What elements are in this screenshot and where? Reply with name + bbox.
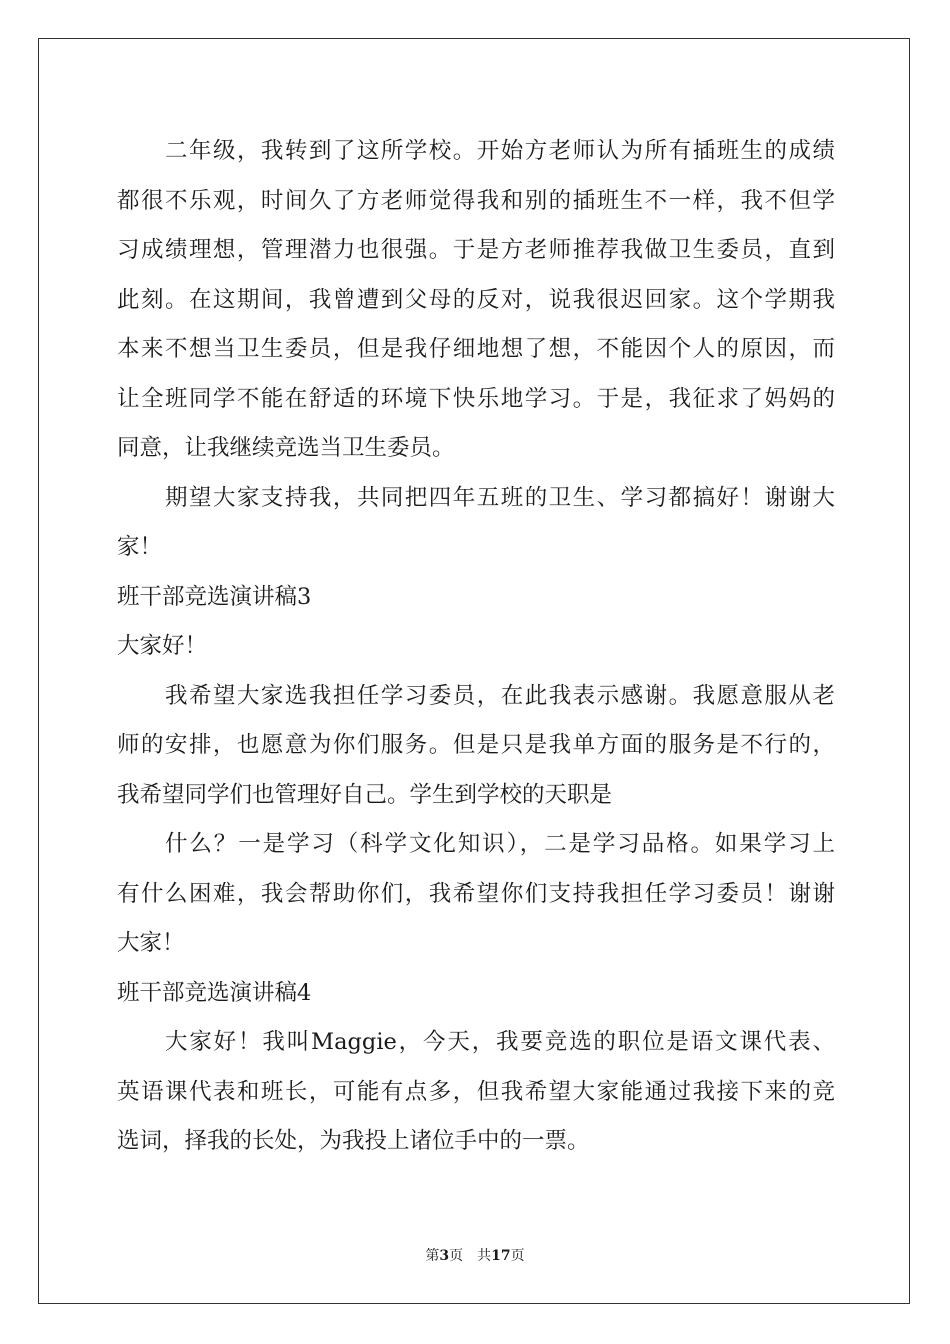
greeting-line: 大家好！ <box>117 633 208 659</box>
page-number: 3 <box>439 1248 450 1264</box>
paragraph-line: 我希望同学们也管理好自己。学生到学校的天职是 <box>117 781 613 808</box>
page-suffix: 页 <box>449 1248 464 1264</box>
paragraph-line: 此刻。在这期间，我曾遭到父母的反对，说我很迟回家。这个学期我 <box>117 286 835 313</box>
paragraph-line: 选词，择我的长处，为我投上诸位手中的一票。 <box>117 1128 590 1154</box>
paragraph-line: 我希望大家选我担任学习委员，在此我表示感谢。我愿意服从老 <box>165 682 835 709</box>
page-footer <box>0 1246 950 1266</box>
paragraph-line: 习成绩理想，管理潜力也很强。于是方老师推荐我做卫生委员，直到 <box>117 237 835 263</box>
paragraph-line: 大家！ <box>117 930 185 956</box>
paragraph-line: 什么？一是学习（科学文化知识），二是学习品格。如果学习上 <box>165 831 835 857</box>
section-heading: 班干部竞选演讲稿3 <box>117 583 312 610</box>
page-prefix: 第 <box>425 1248 440 1264</box>
paragraph-line: 大家好！我叫Maggie，今天，我要竞选的职位是语文课代表、 <box>165 1029 835 1055</box>
total-prefix: 共 <box>477 1248 492 1264</box>
paragraph-line: 有什么困难，我会帮助你们，我希望你们支持我担任学习委员！谢谢 <box>117 880 835 907</box>
section-heading: 班干部竞选演讲稿4 <box>117 979 312 1006</box>
paragraph-line: 师的安排，也愿意为你们服务。但是只是我单方面的服务是不行的， <box>117 732 835 758</box>
paragraph-line: 本来不想当卫生委员，但是我仔细地想了想，不能因个人的原因，而 <box>117 336 835 362</box>
paragraph-line: 都很不乐观，时间久了方老师觉得我和别的插班生不一样，我不但学 <box>117 187 835 214</box>
paragraph-line: 让全班同学不能在舒适的环境下快乐地学习。于是，我征求了妈妈的 <box>117 385 835 412</box>
paragraph-line: 同意，让我继续竞选当卫生委员。 <box>117 435 455 461</box>
paragraph-line: 二年级，我转到了这所学校。开始方老师认为所有插班生的成绩 <box>165 138 835 164</box>
total-pages: 17 <box>491 1248 511 1264</box>
paragraph-line: 英语课代表和班长，可能有点多，但我希望大家能通过我接下来的竞 <box>117 1078 835 1105</box>
total-suffix: 页 <box>510 1248 525 1264</box>
document-body <box>117 127 835 1167</box>
paragraph-line: 家！ <box>117 534 163 560</box>
paragraph-line: 期望大家支持我，共同把四年五班的卫生、学习都搞好！谢谢大 <box>165 484 835 511</box>
